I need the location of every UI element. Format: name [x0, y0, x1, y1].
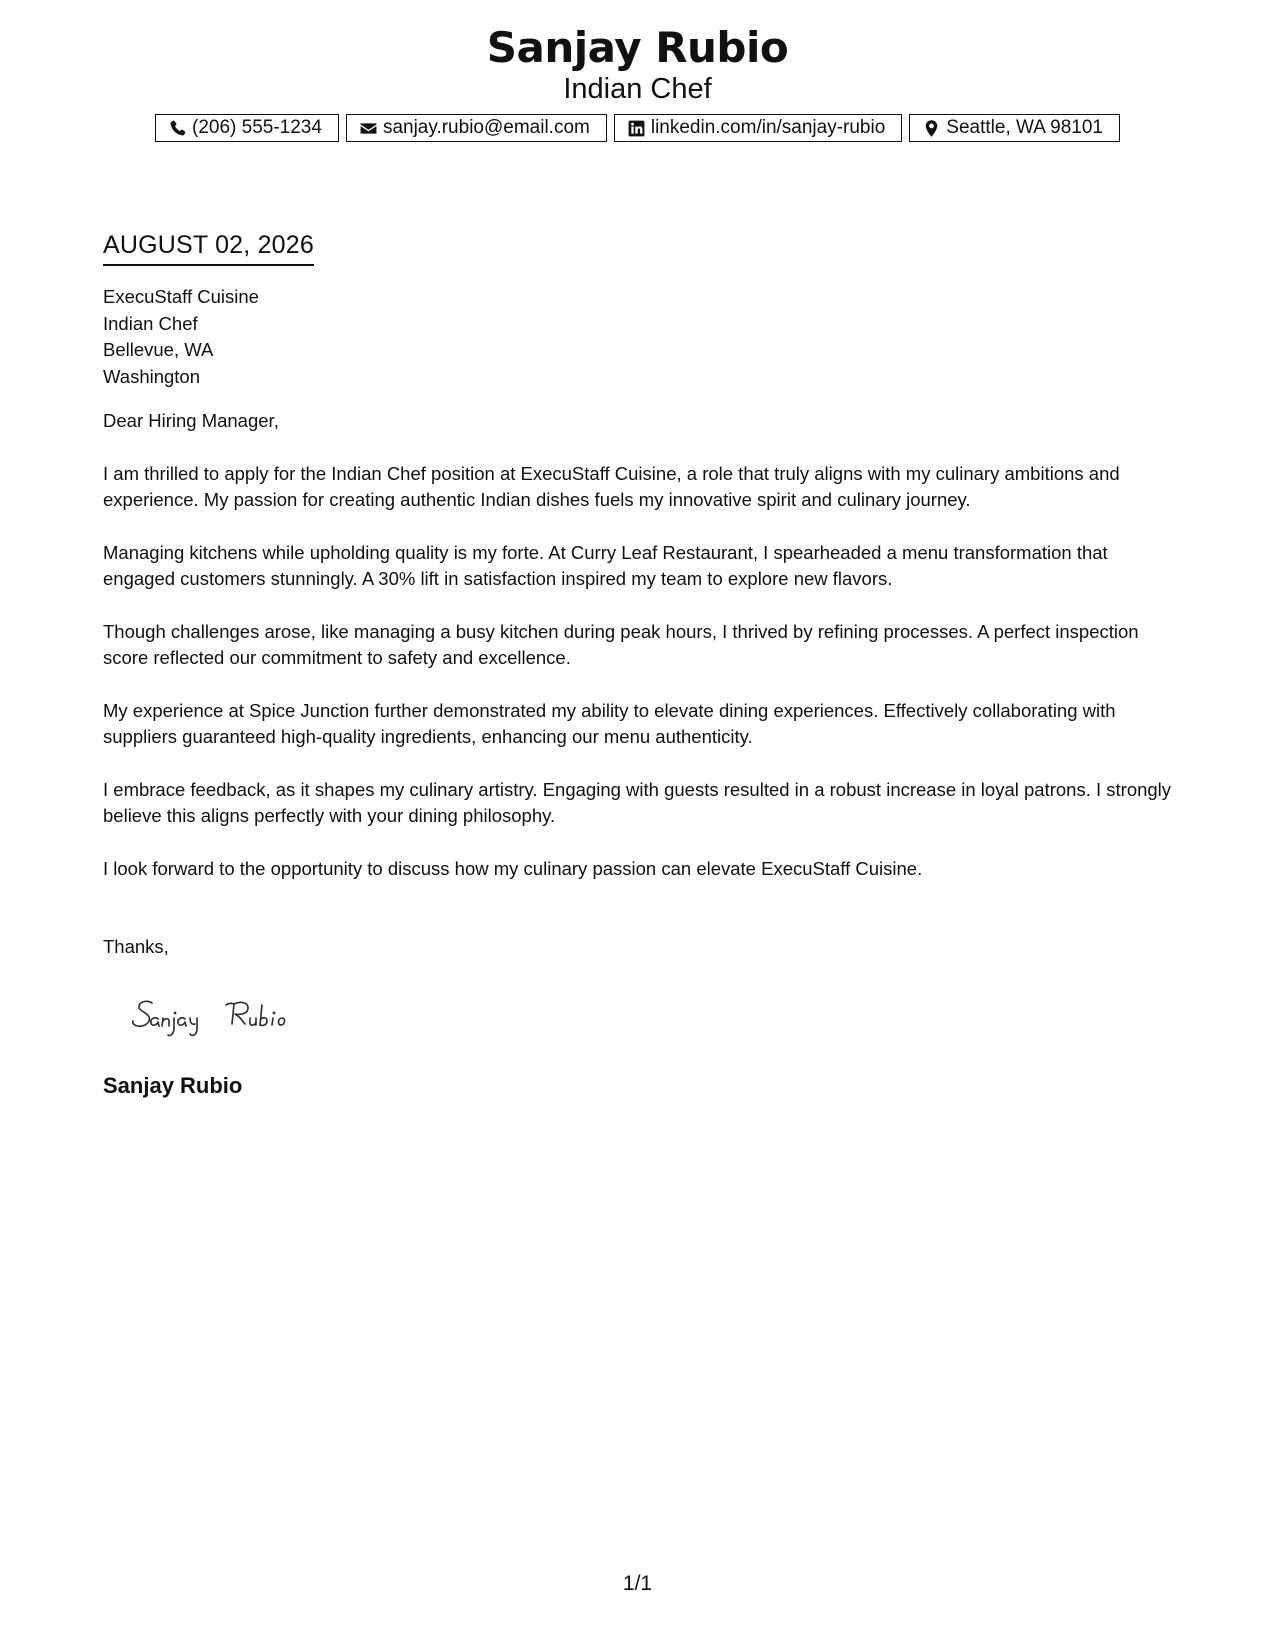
- linkedin-icon: [627, 119, 646, 138]
- body-paragraph-1: I am thrilled to apply for the Indian Chef position at ExecuStaff Cuisine, a role that truly aligns with my culinary ambitions and experience. My passion for creating authentic Indian dishes fuels my innovative spirit and culinary journey.: [103, 462, 1120, 510]
- phone-icon: [168, 119, 187, 138]
- map-pin-icon: [922, 119, 941, 138]
- contact-linkedin: [614, 114, 902, 142]
- letter-header: [0, 22, 1275, 106]
- handwritten-signature: [128, 991, 338, 1043]
- contact-bar: [0, 114, 1275, 142]
- letter-date: AUGUST 02, 2026: [103, 228, 314, 266]
- contact-location-text: Seattle, WA 98101: [946, 117, 1103, 138]
- salutation: Dear Hiring Manager,: [103, 410, 279, 431]
- body-paragraph-5: I embrace feedback, as it shapes my culinary artistry. Engaging with guests resulted in a robust increase in loyal patrons. I strongly believe this aligns perfectly with your dining philosophy.: [103, 778, 1172, 826]
- recipient-company: ExecuStaff Cuisine: [103, 286, 259, 307]
- recipient-city: Bellevue, WA: [103, 339, 214, 360]
- contact-email: [346, 114, 607, 142]
- body-paragraph-2: Managing kitchens while upholding quality is my forte. At Curry Leaf Restaurant, I spearheaded a menu transformation that engaged customers stunningly. A 30% lift in satisfaction inspired my team to explore new flavors.: [103, 541, 1108, 589]
- applicant-title: Indian Chef: [563, 73, 712, 105]
- recipient-state: Washington: [103, 365, 201, 387]
- body-paragraph-6: I look forward to the opportunity to discuss how my culinary passion can elevate ExecuStaff Cuisine.: [103, 857, 923, 879]
- signer-name: Sanjay Rubio: [103, 1072, 243, 1098]
- closing: Thanks,: [103, 936, 169, 957]
- page-number: 1/1: [622, 1572, 653, 1595]
- body-paragraph-3: Though challenges arose, like managing a busy kitchen during peak hours, I thrived by refining processes. A perfect inspection score reflected our commitment to safety and excellence.: [103, 620, 1139, 668]
- contact-phone: [155, 114, 339, 142]
- recipient-block: [103, 284, 1178, 390]
- letter-body: [103, 228, 1178, 1100]
- body-paragraph-4: My experience at Spice Junction further demonstrated my ability to elevate dining experiences. Effectively collaborating with suppliers guaranteed high-quality ingredients, enhancing our menu authenticity.: [103, 699, 1116, 747]
- recipient-position: Indian Chef: [103, 312, 198, 334]
- applicant-name: Sanjay Rubio: [486, 23, 789, 72]
- contact-phone-text: (206) 555-1234: [192, 117, 322, 138]
- contact-email-text: sanjay.rubio@email.com: [382, 117, 590, 138]
- contact-linkedin-text: linkedin.com/in/sanjay-rubio: [650, 117, 886, 138]
- envelope-icon: [359, 119, 378, 138]
- contact-location: [909, 114, 1120, 142]
